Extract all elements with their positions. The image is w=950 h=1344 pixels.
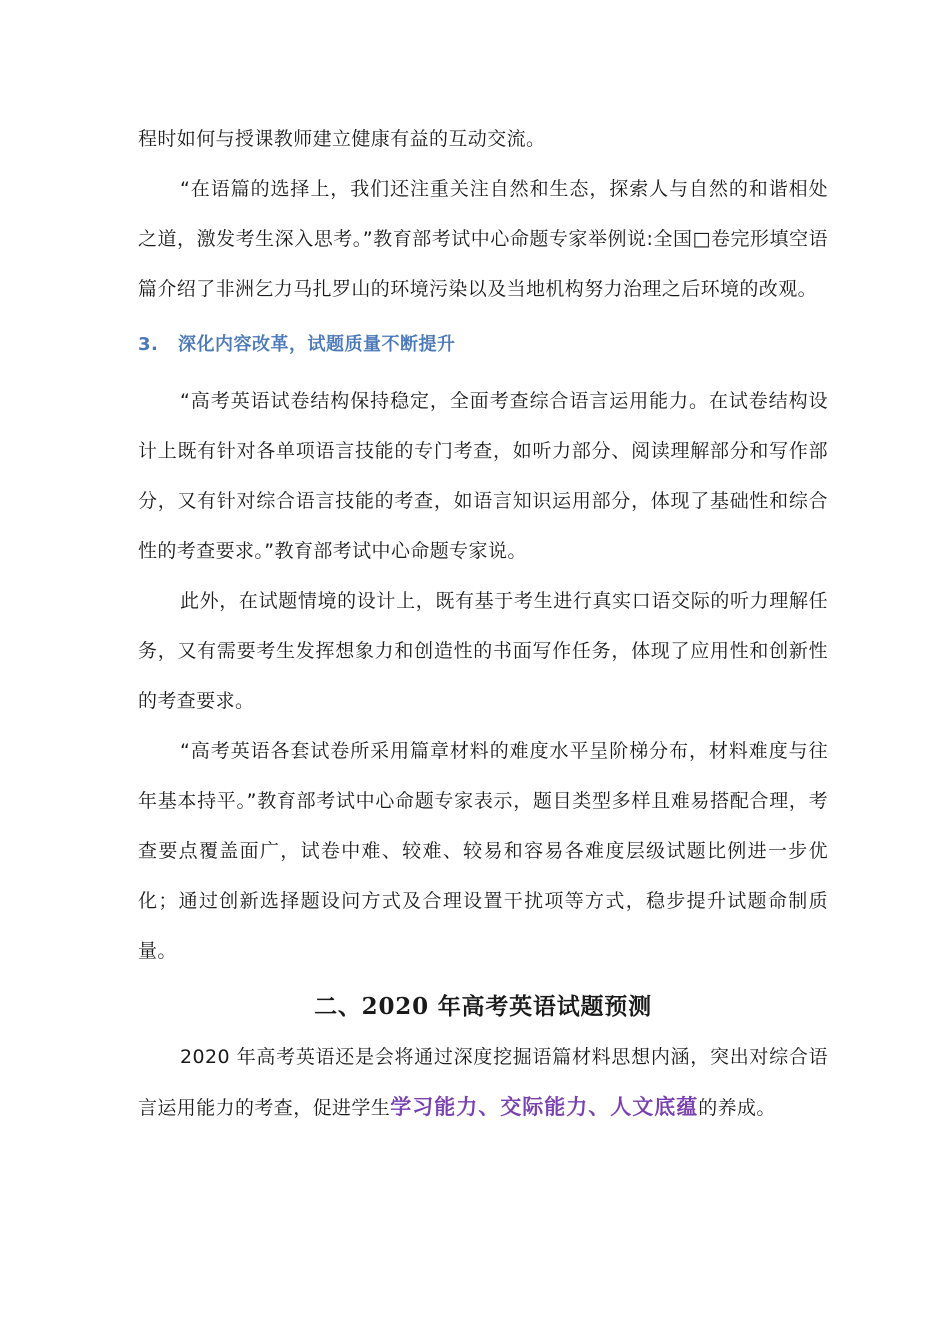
section-heading-3: [138, 318, 828, 372]
section-title: 深化内容改革，试题质量不断提升: [178, 334, 456, 355]
part-heading: 二、2020 年高考英语试题预测: [314, 993, 652, 1020]
paragraph-difficulty: “高考英语各套试卷所采用篇章材料的难度水平呈阶梯分布，材料难度与往年基本持平。”教育部考试中心命题专家表示，题目类型多样且难易搭配合理，考查要点覆盖面广，试卷中难、较难、较易和容易各难度层级试题比例进一步优化；通过创新选择题设问方式及合理设置干扰项等方式，稳步提升试题命制质量。: [138, 740, 828, 962]
document-body: [138, 114, 828, 1133]
paragraph-context: 此外，在试题情境的设计上，既有基于考生进行真实口语交际的听力理解任务，又有需要考生发挥想象力和创造性的书面写作任务，体现了应用性和创新性的考查要求。: [138, 590, 828, 712]
paragraph-prediction: [138, 1032, 828, 1133]
highlight-text: 学习能力、交际能力、人文底蕴: [390, 1095, 699, 1119]
paragraph-continued: 程时如何与授课教师建立健康有益的互动交流。: [138, 128, 546, 150]
paragraph-structure: “高考英语试卷结构保持稳定，全面考查综合语言运用能力。在试卷结构设计上既有针对各单项语言技能的专门考查，如听力部分、阅读理解部分和写作部分，又有针对综合语言技能的考查，如语言知识运用部分，体现了基础性和综合性的考查要求。”教育部考试中心命题专家说。: [138, 390, 828, 562]
paragraph-ecology: “在语篇的选择上，我们还注重关注自然和生态，探索人与自然的和谐相处之道，激发考生深入思考。”教育部考试中心命题专家举例说:全国□卷完形填空语篇介绍了非洲乞力马扎罗山的环境污染以及当地机构努力治理之后环境的改观。: [138, 178, 828, 300]
prediction-text: 2020 年高考英语还是会将通过深度挖掘语篇材料思想内涵，突出对综合语言运用能力的考查，促进学生: [138, 1046, 828, 1119]
prediction-text-end: 的养成。: [698, 1097, 776, 1119]
section-number: 3.: [138, 334, 159, 355]
